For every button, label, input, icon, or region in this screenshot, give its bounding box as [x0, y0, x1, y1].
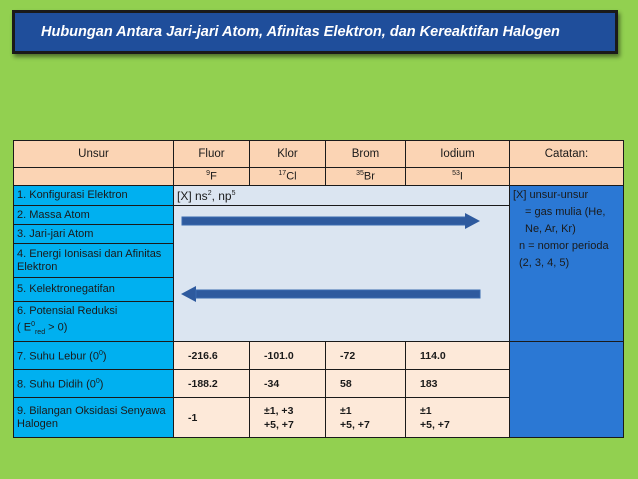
header-klor: Klor [250, 141, 326, 168]
row-suhu-lebur [14, 342, 624, 370]
biloks-i: ±1 +5, +7 [406, 398, 510, 438]
suhu-didih-cl: -34 [250, 370, 326, 398]
symbol-row-catatan-empty [510, 168, 624, 186]
page-title: Hubungan Antara Jari-jari Atom, Afinitas Elektron, dan Kereaktifan Halogen [41, 24, 560, 40]
row-konfigurasi [14, 186, 624, 206]
suhu-lebur-i: 114.0 [406, 342, 510, 370]
header-row [14, 141, 624, 168]
suhu-lebur-cl: -101.0 [250, 342, 326, 370]
biloks-cl: ±1, +3 +5, +7 [250, 398, 326, 438]
symbol-row [14, 168, 624, 186]
header-unsur: Unsur [14, 141, 174, 168]
catatan-line-1: [X] unsur-unsur [513, 189, 589, 201]
suhu-lebur-br: -72 [326, 342, 406, 370]
label-konfigurasi: 1. Konfigurasi Elektron [14, 186, 174, 206]
catatan-cell [510, 186, 624, 342]
biloks-f: -1 [174, 398, 250, 438]
suhu-didih-br: 58 [326, 370, 406, 398]
label-kelektronegatifan: 5. Kelektronegatifan [14, 278, 174, 302]
label-massa: 2. Massa Atom [14, 206, 174, 225]
suhu-didih-i: 183 [406, 370, 510, 398]
catatan-cell-bottom [510, 342, 624, 438]
arrow-right-icon [181, 213, 481, 229]
header-brom: Brom [326, 141, 406, 168]
label-energi: 4. Energi Ionisasi dan Afinitas Elektron [14, 244, 174, 278]
catatan-line-2: = gas mulia (He, Ne, Ar, Kr) [525, 206, 606, 235]
symbol-i: $^{53}$I [406, 168, 510, 186]
header-catatan: Catatan: [510, 141, 624, 168]
label-suhu-didih: 8. Suhu Didih $(0^0)$ [14, 370, 174, 398]
symbol-br: $^{35}$Br [326, 168, 406, 186]
halogen-table-container [13, 140, 623, 440]
catatan-line-3: n = nomor perioda (2, 3, 4, 5) [519, 240, 609, 269]
config-cell: [X] $ns^2$, $np^5$ [174, 186, 510, 206]
symbol-cl: $^{17}$Cl [250, 168, 326, 186]
title-bar [12, 10, 618, 54]
label-potensial: 6. Potensial Reduksi ( $E^0_{red} > 0$) [14, 302, 174, 342]
label-jari-jari: 3. Jari-jari Atom [14, 225, 174, 244]
suhu-lebur-f: -216.6 [174, 342, 250, 370]
arrow-left-icon [181, 286, 481, 302]
label-suhu-lebur: 7. Suhu Lebur $(0^0)$ [14, 342, 174, 370]
suhu-didih-f: -188.2 [174, 370, 250, 398]
symbol-row-empty [14, 168, 174, 186]
symbol-f: $^9$F [174, 168, 250, 186]
header-iodium: Iodium [406, 141, 510, 168]
label-biloks: 9. Bilangan Oksidasi Senyawa Halogen [14, 398, 174, 438]
header-fluor: Fluor [174, 141, 250, 168]
biloks-br: ±1 +5, +7 [326, 398, 406, 438]
